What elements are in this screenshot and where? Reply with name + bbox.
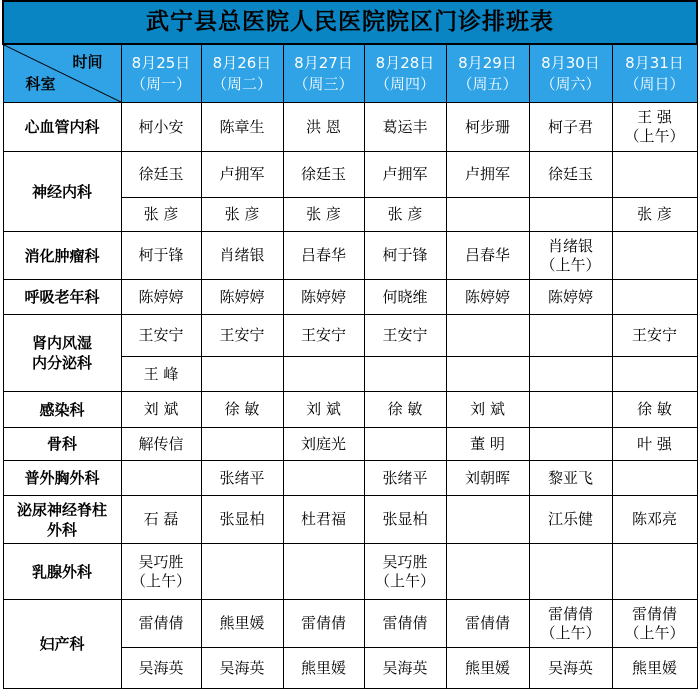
table-row [3,461,697,496]
doctor-cell: 吴海英 [121,648,201,689]
doctor-cell: 熊里媛 [283,648,364,689]
table-row [3,496,697,544]
doctor-cell: 徐廷玉 [529,152,612,198]
day-date: 8月31日 [625,53,684,72]
doctor-cell: 吴巧胜 （上午） [121,544,201,600]
doctor-cell: 雷倩倩 [446,600,529,648]
doctor-cell: 吴海英 [529,648,612,689]
doctor-cell: 王 峰 [121,357,201,392]
doctor-cell: 卢拥军 [201,152,283,198]
diagonal-divider [4,45,121,102]
doctor-cell: 石 磊 [121,496,201,544]
doctor-cell: 吕春华 [446,232,529,280]
doctor-cell: 叶 强 [612,428,697,461]
day-header [446,44,529,103]
dept-label: 科室 [25,75,56,93]
doctor-cell: 雷倩倩 [364,600,446,648]
day-header [283,44,364,103]
doctor-cell: 陈婷婷 [283,280,364,315]
table-row [3,544,697,600]
doctor-cell [201,544,283,600]
page-title: 武宁县总医院人民医院院区门诊排班表 [3,1,697,44]
doctor-cell: 卢拥军 [364,152,446,198]
doctor-cell [446,544,529,600]
doctor-cell [529,198,612,232]
doctor-cell: 徐廷玉 [283,152,364,198]
doctor-cell: 江乐健 [529,496,612,544]
doctor-cell: 柯子君 [529,103,612,152]
doctor-cell: 熊里媛 [446,648,529,689]
doctor-cell: 徐 敏 [612,392,697,428]
table-row [3,280,697,315]
doctor-cell: 雷倩倩 [121,600,201,648]
day-header [201,44,283,103]
doctor-cell [283,357,364,392]
header-corner [3,44,121,103]
table-row [3,152,697,198]
day-header [121,44,201,103]
doctor-cell: 张 彦 [121,198,201,232]
doctor-cell: 雷倩倩 （上午） [612,600,697,648]
doctor-cell [529,428,612,461]
table-row [3,428,697,461]
department-name: 肾内风湿 内分泌科 [3,315,121,392]
doctor-cell [612,461,697,496]
day-weekday: （周四） [374,74,435,93]
doctor-cell: 刘庭光 [283,428,364,461]
doctor-cell [529,544,612,600]
time-label: 时间 [72,53,103,71]
doctor-cell [446,198,529,232]
schedule-table [2,0,698,689]
doctor-cell: 徐 敏 [201,392,283,428]
doctor-cell: 王安宁 [612,315,697,357]
doctor-cell: 熊里媛 [612,648,697,689]
doctor-cell [364,357,446,392]
doctor-cell: 陈婷婷 [446,280,529,315]
doctor-cell: 解传信 [121,428,201,461]
department-name: 呼吸老年科 [3,280,121,315]
doctor-cell: 何晓维 [364,280,446,315]
doctor-cell: 张绪平 [201,461,283,496]
doctor-cell: 肖绪银 （上午） [529,232,612,280]
doctor-cell: 刘朝晖 [446,461,529,496]
doctor-cell [364,428,446,461]
doctor-cell: 黎亚飞 [529,461,612,496]
department-name: 心血管内科 [3,103,121,152]
doctor-cell [201,428,283,461]
doctor-cell [612,152,697,198]
doctor-cell: 徐 敏 [364,392,446,428]
doctor-cell: 陈邓亮 [612,496,697,544]
doctor-cell: 陈章生 [201,103,283,152]
department-name: 消化肿瘤科 [3,232,121,280]
day-weekday: （周三） [293,74,354,93]
department-name: 普外胸外科 [3,461,121,496]
doctor-cell: 熊里媛 [201,600,283,648]
doctor-cell [201,357,283,392]
doctor-cell: 吴海英 [201,648,283,689]
doctor-cell [612,232,697,280]
doctor-cell [446,496,529,544]
doctor-cell [529,357,612,392]
department-name: 骨科 [3,428,121,461]
doctor-cell [446,357,529,392]
doctor-cell: 陈婷婷 [121,280,201,315]
day-date: 8月27日 [294,53,353,72]
doctor-cell [283,544,364,600]
day-header [612,44,697,103]
day-weekday: （周六） [540,74,601,93]
doctor-cell: 王安宁 [364,315,446,357]
doctor-cell: 洪 恩 [283,103,364,152]
day-weekday: （周一） [130,74,191,93]
doctor-cell: 柯于锋 [364,232,446,280]
doctor-cell: 徐廷玉 [121,152,201,198]
doctor-cell: 王安宁 [201,315,283,357]
doctor-cell [446,315,529,357]
doctor-cell [612,544,697,600]
doctor-cell: 张 彦 [364,198,446,232]
day-weekday: （周二） [211,74,272,93]
department-name: 乳腺外科 [3,544,121,600]
doctor-cell: 王安宁 [283,315,364,357]
header-row [3,44,697,103]
doctor-cell: 肖绪银 [201,232,283,280]
doctor-cell: 吕春华 [283,232,364,280]
doctor-cell: 张显柏 [201,496,283,544]
doctor-cell: 陈婷婷 [201,280,283,315]
doctor-cell: 吴海英 [364,648,446,689]
department-name: 神经内科 [3,152,121,232]
doctor-cell: 陈婷婷 [529,280,612,315]
day-date: 8月29日 [458,53,517,72]
doctor-cell [121,461,201,496]
doctor-cell: 葛运丰 [364,103,446,152]
doctor-cell: 刘 斌 [283,392,364,428]
doctor-cell: 刘 斌 [121,392,201,428]
doctor-cell: 张 彦 [201,198,283,232]
doctor-cell [529,315,612,357]
table-row [3,232,697,280]
doctor-cell: 吴巧胜 （上午） [364,544,446,600]
doctor-cell [283,461,364,496]
department-name: 感染科 [3,392,121,428]
doctor-cell: 张显柏 [364,496,446,544]
day-weekday: （周五） [457,74,518,93]
doctor-cell: 刘 斌 [446,392,529,428]
doctor-cell: 王 强 （上午） [612,103,697,152]
day-weekday: （周日） [624,74,685,93]
doctor-cell: 柯于锋 [121,232,201,280]
doctor-cell [529,392,612,428]
doctor-cell: 张绪平 [364,461,446,496]
doctor-cell [612,280,697,315]
department-name: 妇产科 [3,600,121,689]
day-date: 8月30日 [541,53,600,72]
doctor-cell: 张 彦 [283,198,364,232]
table-row [3,392,697,428]
doctor-cell: 杜君福 [283,496,364,544]
doctor-cell: 柯步珊 [446,103,529,152]
doctor-cell: 董 明 [446,428,529,461]
doctor-cell: 张 彦 [612,198,697,232]
department-name: 泌尿神经脊柱 外科 [3,496,121,544]
doctor-cell: 卢拥军 [446,152,529,198]
table-row [3,103,697,152]
table-row [3,600,697,648]
day-date: 8月28日 [375,53,435,72]
doctor-cell [612,357,697,392]
doctor-cell: 雷倩倩 [283,600,364,648]
table-row [3,315,697,357]
day-date: 8月26日 [212,53,272,72]
day-header [364,44,446,103]
doctor-cell: 雷倩倩 （上午） [529,600,612,648]
doctor-cell: 柯小安 [121,103,201,152]
day-date: 8月25日 [131,53,191,72]
day-header [529,44,612,103]
doctor-cell: 王安宁 [121,315,201,357]
